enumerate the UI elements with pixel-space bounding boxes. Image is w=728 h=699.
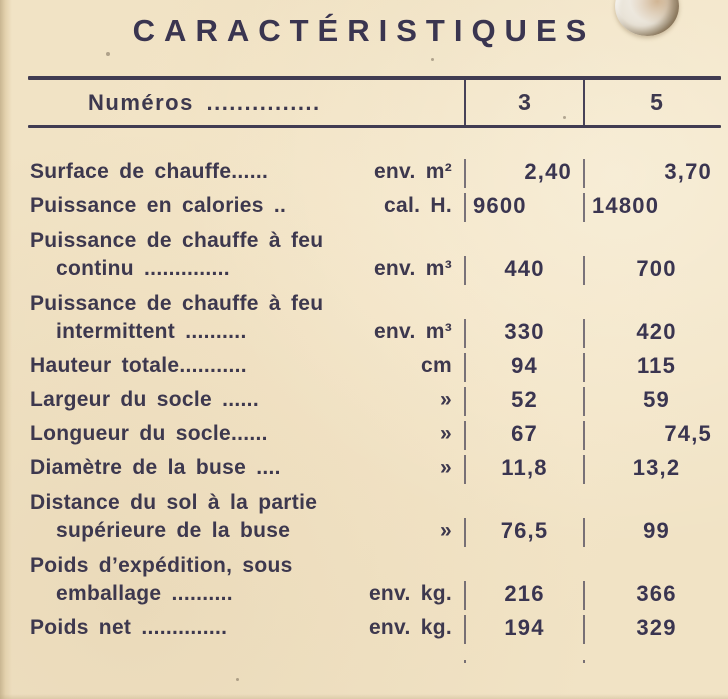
row-label-cell <box>0 352 464 382</box>
paper-bottom-edge <box>0 694 728 699</box>
row-label: Hauteur totale........... <box>30 353 247 377</box>
table-header-row <box>0 80 728 125</box>
row-value-model-3: 67 <box>464 421 583 450</box>
row-label-continuation: supérieure de la buse <box>56 518 291 542</box>
row-label-cell <box>0 660 464 663</box>
paper-speck <box>106 52 110 56</box>
row-label-cell <box>0 420 464 450</box>
row-label: Poids net .............. <box>30 615 228 639</box>
row-unit: env. m³ <box>373 319 452 343</box>
row-value-model-5: 74,5 <box>583 421 728 450</box>
row-value-model-5: 700 <box>583 256 728 285</box>
table-row <box>0 128 728 188</box>
row-value-model-5: 13,2 <box>583 455 728 484</box>
row-unit: » <box>440 387 452 411</box>
table-row <box>0 610 728 644</box>
row-value-model-3: 52 <box>464 387 583 416</box>
row-value-model-5: 99 <box>583 518 728 547</box>
row-unit: » <box>440 518 452 542</box>
row-label-cell <box>0 454 464 484</box>
table-header-label: Numéros ............... <box>88 89 321 115</box>
row-value-model-3: 94 <box>464 353 583 382</box>
row-label: Longueur du socle...... <box>30 421 268 445</box>
row-label-cell <box>0 552 464 610</box>
table-row <box>0 188 728 222</box>
row-label-cell <box>0 614 464 644</box>
row-unit: env. kg. <box>368 581 452 605</box>
row-label-continuation: continu .............. <box>56 256 230 280</box>
table-row <box>0 348 728 382</box>
row-unit: env. kg. <box>368 615 452 639</box>
row-label: Distance du sol à la partie <box>30 491 318 515</box>
row-label-cell <box>0 386 464 416</box>
row-label-continuation: emballage .......... <box>56 581 233 605</box>
table-body <box>0 128 728 663</box>
row-label-cell <box>0 489 464 547</box>
row-value-model-3: 9600 <box>464 193 583 222</box>
table-row <box>0 416 728 450</box>
row-value-model-3: 76,5 <box>464 518 583 547</box>
row-value-model-5: 366 <box>583 581 728 610</box>
row-unit: cal. H. <box>384 193 452 217</box>
row-unit: env. m² <box>373 159 452 183</box>
table-row <box>0 450 728 484</box>
row-label-cell <box>0 227 464 285</box>
row-label: Surface de chauffe...... <box>30 159 269 183</box>
column-header-model-5: 5 <box>583 80 728 125</box>
row-label: Puissance en calories .. <box>30 193 287 217</box>
row-value-model-3 <box>464 660 583 663</box>
row-label: Puissance de chauffe à feu <box>30 292 324 316</box>
row-value-model-3: 194 <box>464 615 583 644</box>
row-label-cell <box>0 290 464 348</box>
column-header-model-3: 3 <box>464 80 583 125</box>
row-value-model-5 <box>583 660 728 663</box>
row-unit <box>452 290 464 317</box>
row-label: Poids d’expédition, sous <box>30 554 293 578</box>
table-row <box>0 222 728 285</box>
row-label-cell <box>0 158 464 188</box>
row-label-cell <box>0 192 464 222</box>
table-row <box>0 382 728 416</box>
row-value-model-5: 420 <box>583 319 728 348</box>
row-value-model-5: 115 <box>583 353 728 382</box>
row-unit <box>452 552 464 579</box>
row-label: Puissance de chauffe à feu <box>30 229 324 253</box>
row-label: Largeur du socle ...... <box>30 387 259 411</box>
row-value-model-3: 2,40 <box>464 159 583 188</box>
row-value-model-5: 59 <box>583 387 728 416</box>
row-unit <box>452 227 464 254</box>
row-value-model-5: 3,70 <box>583 159 728 188</box>
row-unit <box>452 489 464 516</box>
table-row <box>0 285 728 348</box>
page-title: CARACTÉRISTIQUES <box>132 13 596 48</box>
row-unit: cm <box>421 353 452 377</box>
row-unit: env. m³ <box>373 256 452 280</box>
row-value-model-5: 14800 <box>583 193 728 222</box>
row-unit: » <box>440 455 452 479</box>
table-row <box>0 484 728 547</box>
row-value-model-3: 330 <box>464 319 583 348</box>
row-value-model-3: 216 <box>464 581 583 610</box>
row-unit: » <box>440 421 452 445</box>
row-value-model-5: 329 <box>583 615 728 644</box>
paper-speck <box>236 678 239 681</box>
table-row-spacer <box>0 644 728 663</box>
paper-speck <box>431 58 434 61</box>
table-row <box>0 547 728 610</box>
row-label: Diamètre de la buse .... <box>30 455 281 479</box>
row-label-continuation: intermittent .......... <box>56 319 247 343</box>
row-value-model-3: 440 <box>464 256 583 285</box>
row-value-model-3: 11,8 <box>464 455 583 484</box>
